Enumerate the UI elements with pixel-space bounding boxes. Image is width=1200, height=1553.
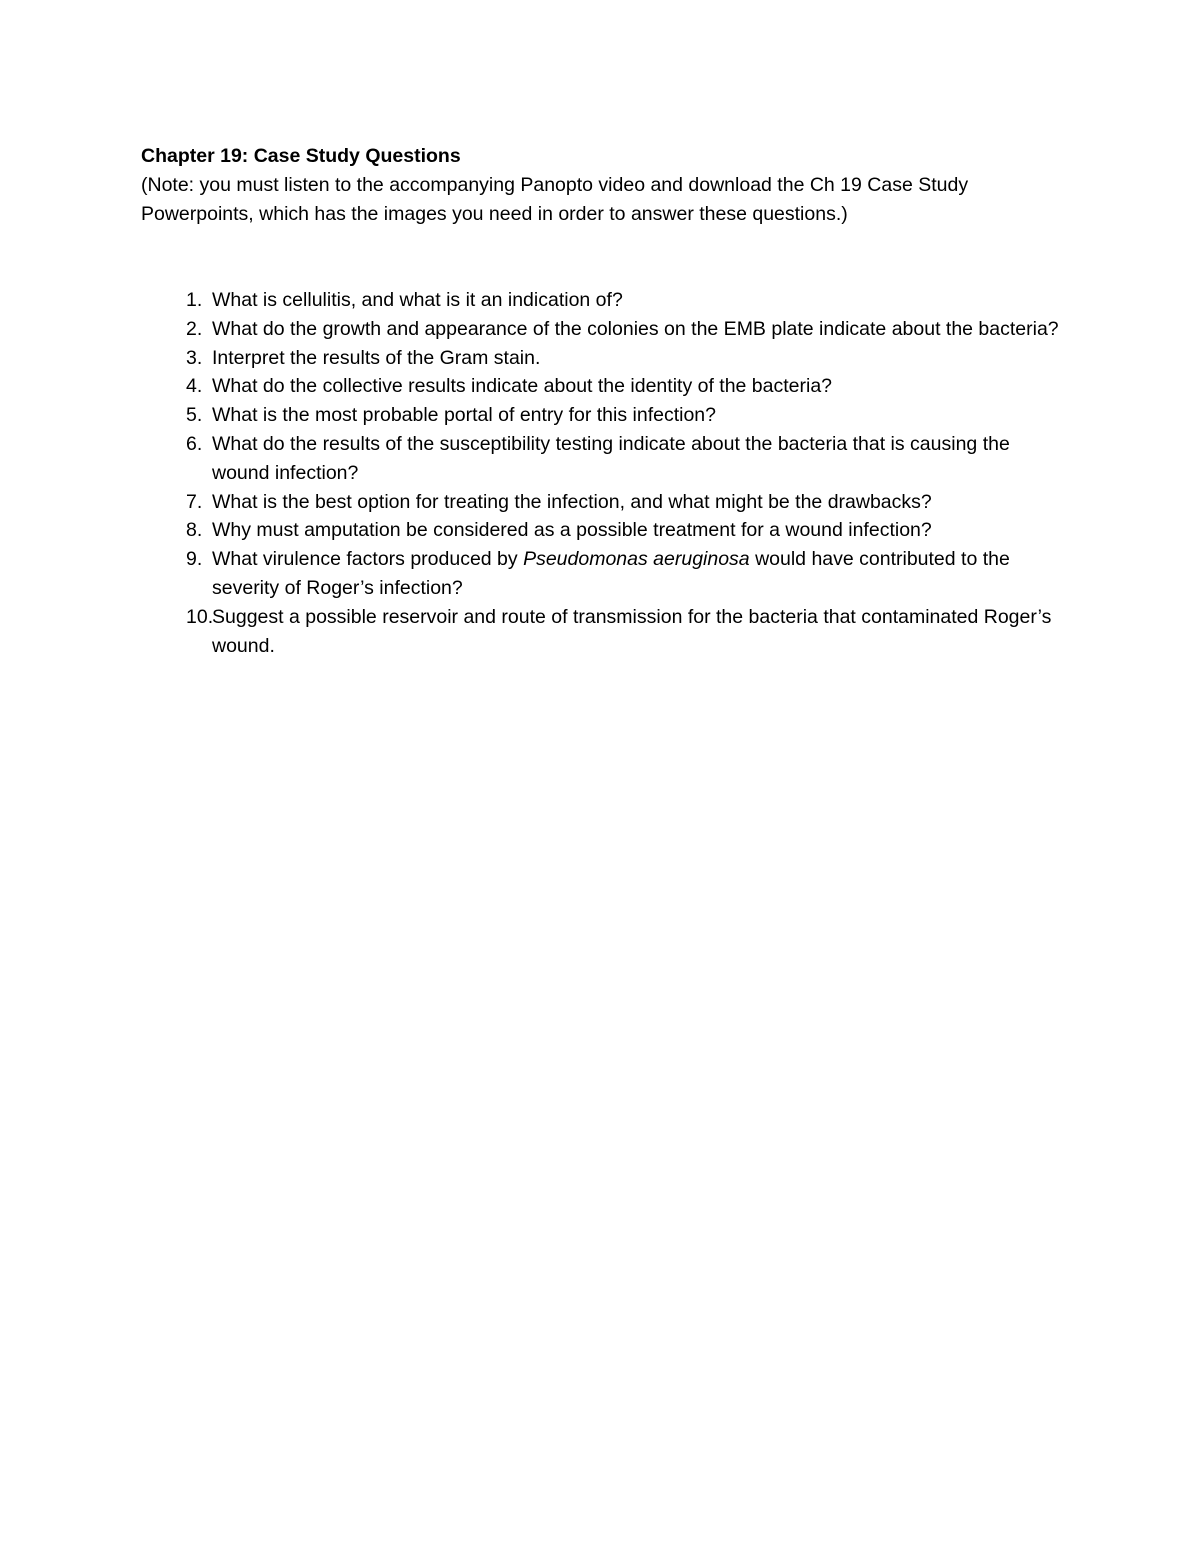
question-number-wrap — [141, 286, 212, 315]
document-content — [141, 142, 1061, 657]
question-number-wrap — [141, 488, 212, 517]
list-item — [141, 344, 1061, 373]
question-text: What do the growth and appearance of the colonies on the EMB plate indicate about the bacteria? — [212, 317, 1059, 340]
question-number: 5. — [186, 404, 203, 427]
list-item — [141, 401, 1061, 430]
question-text-end: would have contributed to the severity of Roger’s infection? — [212, 548, 1010, 599]
question-text-start: What virulence factors produced by — [212, 548, 524, 571]
question-number-wrap — [141, 315, 212, 344]
list-item — [141, 516, 1061, 545]
list-item — [141, 488, 1061, 517]
list-item — [141, 372, 1061, 401]
question-text: What is cellulitis, and what is it an indication of? — [212, 289, 623, 311]
question-text: What do the results of the susceptibility testing indicate about the bacteria that is causing the wound infection? — [212, 432, 1010, 484]
question-text: What is the most probable portal of entry for this infection? — [212, 404, 717, 427]
question-text: Interpret the results of the Gram stain. — [212, 346, 541, 369]
question-number-wrap — [141, 344, 212, 373]
question-number-wrap — [141, 545, 212, 574]
question-text — [212, 545, 1061, 603]
page-title: Chapter 19: Case Study Questions — [141, 145, 461, 167]
question-number: 4. — [186, 375, 203, 398]
question-number: 9. — [186, 548, 203, 571]
list-item — [141, 430, 1061, 488]
question-number-wrap — [141, 372, 212, 401]
question-number: 10. — [186, 605, 214, 628]
question-number-wrap — [141, 516, 212, 545]
list-item — [141, 315, 1061, 344]
question-text: Why must amputation be considered as a possible treatment for a wound infection? — [212, 519, 932, 542]
question-number-wrap — [141, 401, 212, 430]
question-number: 8. — [186, 519, 203, 542]
question-text: What do the collective results indicate about the identity of the bacteria? — [212, 375, 833, 398]
question-text: Suggest a possible reservoir and route of transmission for the bacteria that contaminated Roger’s wound. — [212, 605, 1052, 657]
list-item — [141, 603, 1061, 661]
instruction-note: (Note: you must listen to the accompanying Panopto video and download the Ch 19 Case Study Powerpoints, which has the images you need in order to answer these questions.) — [141, 173, 969, 225]
question-number-wrap — [141, 603, 212, 632]
list-item — [141, 545, 1061, 603]
list-item — [141, 286, 1061, 315]
question-number: 6. — [186, 432, 203, 455]
question-number: 3. — [186, 346, 203, 369]
question-number: 2. — [186, 317, 203, 340]
question-number-wrap — [141, 430, 212, 459]
question-text: What is the best option for treating the infection, and what might be the drawbacks? — [212, 490, 932, 513]
question-list — [141, 286, 1061, 660]
question-number: 7. — [186, 490, 203, 513]
question-number: 1. — [186, 289, 203, 311]
organism-name: Pseudomonas aeruginosa — [523, 548, 750, 571]
